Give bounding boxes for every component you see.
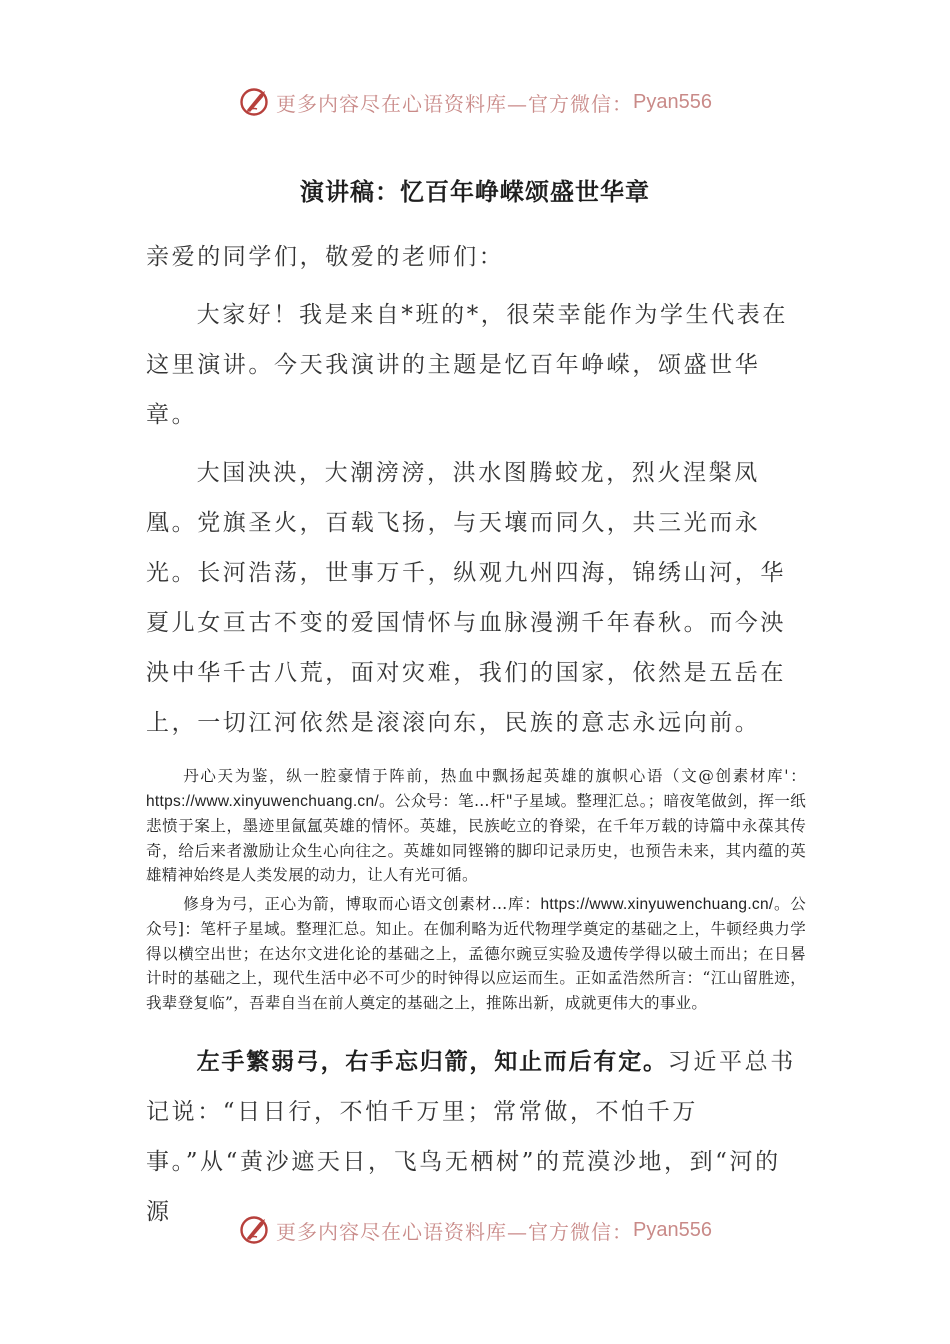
paragraph-greeting: 大家好！我是来自*班的*，很荣幸能作为学生代表在这里演讲。今天我演讲的主题是忆百年峥嵘，颂盛世华章。	[146, 302, 788, 428]
paragraph-nation: 大国泱泱，大潮滂滂，洪水图腾蛟龙，烈火涅槃凤凰。党旗圣火，百载飞扬，与天壤而同久，共三光而永光。长河浩荡，世事万千，纵观九州四海，锦绣山河，华夏儿女亘古不变的爱国情怀与血脉漫溯千年春秋。而今泱泱中华千古八荒，面对灾难，我们的国家，依然是五岳在上，一切江河依然是滚滚向东，民族的意志永远向前。	[146, 460, 786, 736]
paragraph-foundation-url: https://www.xinyuwenchuang.cn/	[540, 895, 774, 913]
footer-banner	[0, 1210, 950, 1250]
paragraph-foundation-text-2: 。公众号]：笔杆子星域。整理汇总。知止。在伽利略为近代物理学奠定的基础之上，牛顿经典力学得以横空出世；在达尔文进化论的基础之上，孟德尔豌豆实验及遗传学得以破土而出；在日晷计时的基础之上，现代生活中必不可少的时钟得以应运而生。正如孟浩然所言：“江山留胜迹，我辈登复临”，吾辈自当在前人奠定的基础之上，推陈出新，成就更伟大的事业。	[146, 894, 806, 1012]
banner-wechat-id: Pyan556	[633, 90, 712, 113]
paragraph-heroes	[146, 764, 806, 888]
pen-logo-icon	[238, 85, 272, 119]
paragraph-bow-arrow-lead: 左手繁弱弓，右手忘归箭，知止而后有定。	[196, 1049, 668, 1075]
document-title: 演讲稿：忆百年峥嵘颂盛世华章	[300, 178, 650, 206]
header-banner	[0, 82, 950, 122]
small-text-block	[146, 764, 806, 1015]
banner-wechat-id: Pyan556	[633, 1218, 712, 1241]
paragraph-bow-arrow	[146, 1037, 806, 1237]
salutation: 亲爱的同学们，敬爱的老师们：	[146, 244, 505, 270]
paragraph-foundation-text: 修身为弓，正心为箭，博取而心语文创素材…库：	[183, 894, 541, 913]
paragraph-bow-arrow-text: 习近平总书记说：“日日行，不怕千万里；常常做，不怕千万事。”从“黄沙遮天日，飞鸟无栖树”的荒漠沙地，到“河的源	[146, 1049, 796, 1225]
paragraph-heroes-text: 丹心天为鉴，纵一腔豪情于阵前，热血中飘扬起英雄的旗帜心语（文@创素材库'：	[183, 767, 806, 785]
paragraph-foundation	[146, 892, 806, 1016]
paragraph-heroes-url: https://www.xinyuwenchuang.cn/	[146, 792, 380, 810]
banner-text: 更多内容尽在心语资料库—官方微信：	[276, 91, 634, 116]
document-body	[146, 232, 806, 1237]
pen-logo-icon	[238, 1213, 272, 1247]
banner-text: 更多内容尽在心语资料库—官方微信：	[276, 1219, 634, 1244]
paragraph-heroes-text-2: 。公众号：笔…杆"子星域。整理汇总。；暗夜笔做剑，挥一纸悲愤于案上，墨迹里氤氲英雄的情怀。英雄，民族屹立的脊梁，在千年万载的诗篇中永葆其传奇，给后来者激励让众生心向往之。英雄如同铿锵的脚印记录历史，也预告未来，其内蕴的英雄精神始终是人类发展的动力，让人有光可循。	[146, 791, 806, 884]
